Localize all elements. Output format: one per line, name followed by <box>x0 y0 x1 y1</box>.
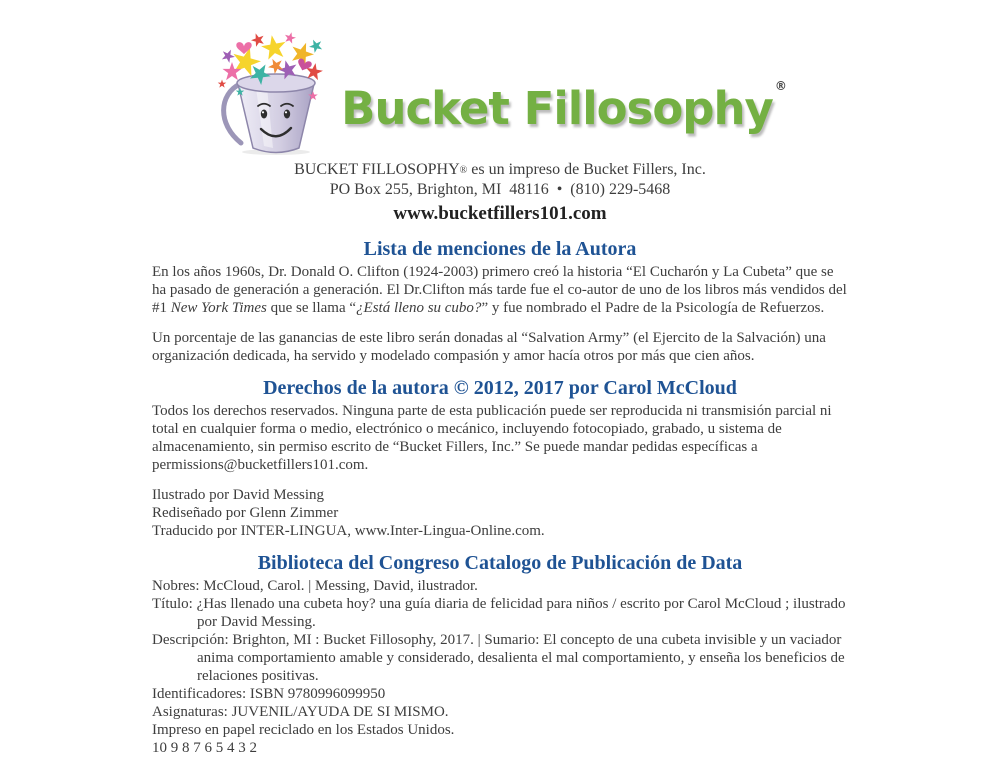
donation-paragraph: Un porcentaje de las ganancias de este libro serán donadas al “Salvation Army” (el Ejercito de la Salvación) una organización dedicada, ha servido y modelado compasión y amor hacía otros por más que cien años. <box>152 330 826 364</box>
print-run-numbers: 10 9 8 7 6 5 4 3 2 <box>152 740 257 756</box>
recycled-paper-line: Impreso en papel reciclado en los Estados Unidos. <box>152 722 455 738</box>
translator-credit: Traducido por INTER-LINGUA, www.Inter-Lingua-Online.com. <box>152 523 545 539</box>
imprint-name: BUCKET FILLOSOPHY <box>294 161 460 178</box>
website-url: www.bucketfillers101.com <box>393 203 607 224</box>
history-text-1: En los años 1960s, Dr. Donald O. Clifton (1924-2003) primero creó la historia “El Cucharón y La Cubeta” que se ha pasado de generación a generación. El Dr.Clifton más tarde fue el co-autor de uno de los libros más vendidos del #1 <box>152 264 847 316</box>
bucket-logo-icon <box>215 32 337 156</box>
catalog-names-line: Nobres: McCloud, Carol. | Messing, David, ilustrador. <box>152 578 478 594</box>
brand-lockup <box>341 58 787 135</box>
address-line: PO Box 255, Brighton, MI 48116 • (810) 229-5468 <box>329 181 671 198</box>
catalog-identifiers-line: Identificadores: ISBN 9780996099950 <box>152 686 386 702</box>
registered-trademark-icon: ® <box>774 78 787 93</box>
catalog-description-line: Descripción: Brighton, MI : Bucket Fillosophy, 2017. | Sumario: El concepto de una cubeta invisible y un vaciador anima comportamiento amable y considerado, desalienta el mal comportamiento, y enseña los beneficios de relaciones positivas. <box>152 632 845 684</box>
logo <box>0 0 1000 156</box>
brand-text: Bucket Fillosophy <box>341 81 773 135</box>
library-catalog-block <box>152 577 848 757</box>
page-body <box>152 238 848 757</box>
history-text-3: ” y fue nombrado el Padre de la Psicología de Refuerzos. <box>481 300 825 316</box>
section-heading-library: Biblioteca del Congreso Catalogo de Publicación de Data <box>257 552 743 574</box>
book-title-italic: ¿Está lleno su cubo? <box>356 300 482 316</box>
catalog-title-line: Título: ¿Has llenado una cubeta hoy? una guía diaria de felicidad para niños / escrito por Carol McCloud ; ilustrado por David Messing. <box>152 596 846 630</box>
author-history-paragraph <box>152 263 848 317</box>
rights-reserved-paragraph: Todos los derechos reservados. Ninguna parte de esta publicación puede ser reproducida ni transmisión parcial ni total en cualquier forma o medio, electrónico o mecánico, incluyendo fotocopiado, grabado, u sistema de almacenamiento, sin permiso escrito de “Bucket Fillers, Inc.” Se puede mandar pedidas específicas a permissions@bucketfillers101.com. <box>152 403 832 473</box>
catalog-subjects-line: Asignaturas: JUVENIL/AYUDA DE SI MISMO. <box>152 704 449 720</box>
section-heading-copyright: Derechos de la autora © 2012, 2017 por Carol McCloud <box>263 377 737 399</box>
history-text-2: que se llama “ <box>266 300 357 316</box>
imprint-rest: es un impreso de Bucket Fillers, Inc. <box>467 161 706 178</box>
imprint-line <box>0 160 1000 180</box>
illustrator-credit: Ilustrado por David Messing <box>152 487 325 503</box>
publisher-info <box>0 160 1000 226</box>
designer-credit: Rediseñado por Glenn Zimmer <box>152 505 339 521</box>
credits-block <box>152 486 848 540</box>
section-heading-author-mentions: Lista de menciones de la Autora <box>363 238 637 260</box>
nyt-title-italic: New York Times <box>170 300 267 316</box>
imprint-registered-icon: ® <box>459 165 468 176</box>
